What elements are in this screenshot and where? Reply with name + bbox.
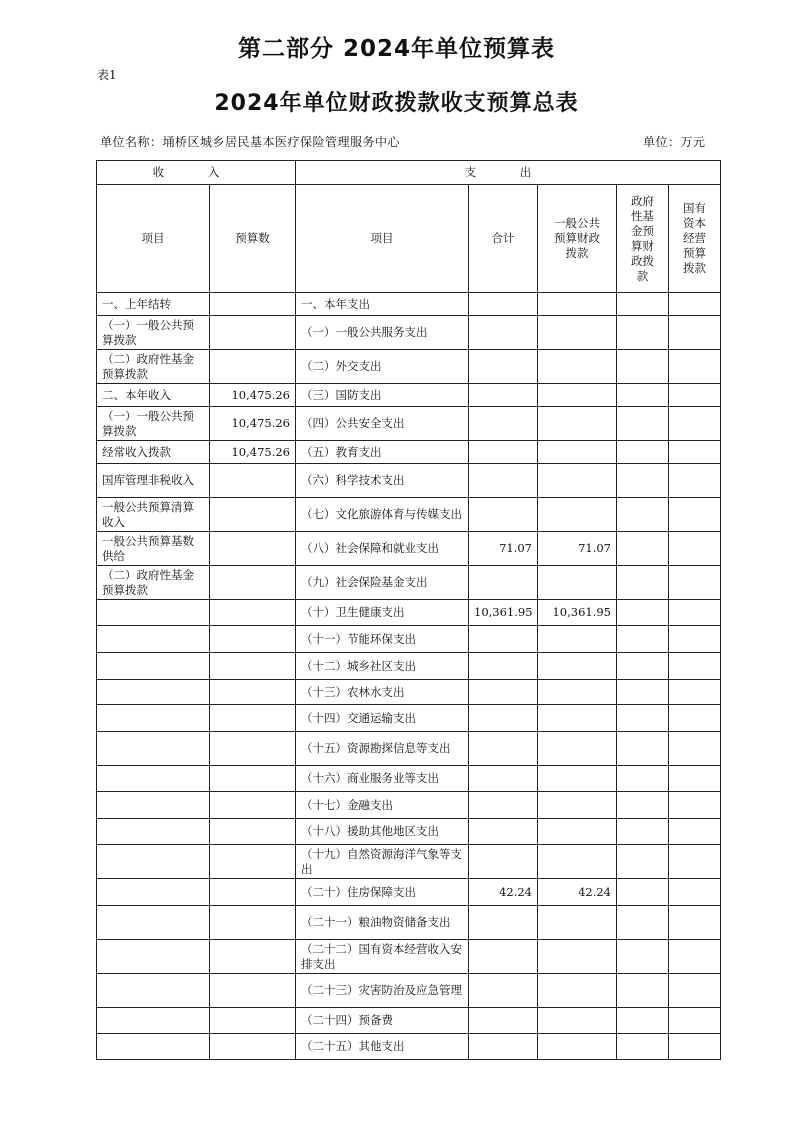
page-title: 2024年单位财政拨款收支预算总表 xyxy=(214,91,579,116)
cell-exp-general xyxy=(538,906,617,940)
table-row xyxy=(97,407,721,441)
cell-exp-state-capital xyxy=(669,906,721,940)
cell-income-budget xyxy=(210,705,296,732)
cell-income-budget xyxy=(210,464,296,498)
cell-income-budget xyxy=(210,845,296,879)
budget-table xyxy=(96,160,721,1060)
table-number: 表1 xyxy=(97,68,117,82)
cell-exp-total xyxy=(469,845,538,879)
cell-exp-state-capital xyxy=(669,464,721,498)
cell-exp-state-capital xyxy=(669,1008,721,1034)
cell-exp-total xyxy=(469,626,538,653)
cell-exp-state-capital xyxy=(669,626,721,653)
cell-exp-state-capital xyxy=(669,653,721,680)
cell-exp-gov-fund xyxy=(617,566,669,600)
table-row xyxy=(97,940,721,974)
cell-exp-general: 71.07 xyxy=(538,532,617,566)
cell-income-budget: 10,475.26 xyxy=(210,407,296,441)
cell-income-item: 一、上年结转 xyxy=(97,293,210,316)
cell-exp-gov-fund xyxy=(617,1034,669,1060)
table-row xyxy=(97,879,721,906)
cell-exp-gov-fund xyxy=(617,680,669,705)
cell-income-budget xyxy=(210,316,296,350)
cell-exp-gov-fund xyxy=(617,819,669,845)
cell-exp-general xyxy=(538,464,617,498)
cell-exp-total xyxy=(469,705,538,732)
table-row xyxy=(97,293,721,316)
cell-exp-general xyxy=(538,1008,617,1034)
cell-income-budget xyxy=(210,879,296,906)
cell-exp-state-capital xyxy=(669,792,721,819)
cell-exp-item: （二十四）预备费 xyxy=(296,1008,469,1034)
cell-income-budget xyxy=(210,1034,296,1060)
cell-exp-total xyxy=(469,293,538,316)
cell-income-item: 一般公共预算清算收入 xyxy=(97,498,210,532)
cell-exp-state-capital xyxy=(669,940,721,974)
cell-exp-total xyxy=(469,653,538,680)
cell-exp-general xyxy=(538,350,617,384)
table-row xyxy=(97,819,721,845)
cell-exp-item: （二十二）国有资本经营收入安排支出 xyxy=(296,940,469,974)
cell-income-item: （一）一般公共预算拨款 xyxy=(97,407,210,441)
cell-income-item: 经常收入拨款 xyxy=(97,441,210,464)
table-row xyxy=(97,441,721,464)
cell-exp-item: （一）一般公共服务支出 xyxy=(296,316,469,350)
cell-exp-total xyxy=(469,498,538,532)
cell-exp-state-capital xyxy=(669,441,721,464)
cell-exp-gov-fund xyxy=(617,1008,669,1034)
cell-exp-general: 10,361.95 xyxy=(538,600,617,626)
cell-exp-general xyxy=(538,732,617,766)
cell-income-budget xyxy=(210,680,296,705)
cell-exp-general xyxy=(538,1034,617,1060)
cell-exp-total xyxy=(469,906,538,940)
table-row xyxy=(97,316,721,350)
cell-income-budget xyxy=(210,600,296,626)
cell-exp-item: （二十一）粮油物资储备支出 xyxy=(296,906,469,940)
cell-exp-state-capital xyxy=(669,293,721,316)
cell-exp-state-capital xyxy=(669,532,721,566)
col-header-exp-general: 一般公共预算财政拨款 xyxy=(538,185,617,293)
cell-exp-gov-fund xyxy=(617,653,669,680)
table-row xyxy=(97,906,721,940)
col-header-exp-gov-fund: 政府性基金预算财政拨款 xyxy=(617,185,669,293)
cell-exp-total: 10,361.95 xyxy=(469,600,538,626)
cell-income-budget xyxy=(210,974,296,1008)
cell-exp-state-capital xyxy=(669,600,721,626)
cell-exp-total xyxy=(469,464,538,498)
cell-income-budget xyxy=(210,792,296,819)
cell-income-budget xyxy=(210,653,296,680)
cell-income-item xyxy=(97,1008,210,1034)
cell-exp-general xyxy=(538,792,617,819)
cell-income-budget xyxy=(210,906,296,940)
cell-income-item: （二）政府性基金预算拨款 xyxy=(97,350,210,384)
cell-exp-total xyxy=(469,940,538,974)
cell-exp-state-capital xyxy=(669,879,721,906)
cell-exp-general xyxy=(538,441,617,464)
cell-exp-general xyxy=(538,407,617,441)
cell-exp-general xyxy=(538,384,617,407)
table-row xyxy=(97,384,721,407)
cell-income-item xyxy=(97,766,210,792)
cell-exp-general xyxy=(538,626,617,653)
cell-exp-state-capital xyxy=(669,350,721,384)
cell-exp-gov-fund xyxy=(617,464,669,498)
cell-exp-total xyxy=(469,1034,538,1060)
cell-exp-total xyxy=(469,680,538,705)
income-group-header: 收 入 xyxy=(97,161,296,185)
cell-exp-total xyxy=(469,316,538,350)
cell-income-budget xyxy=(210,566,296,600)
cell-exp-item: （十三）农林水支出 xyxy=(296,680,469,705)
column-header-row xyxy=(97,185,721,293)
cell-exp-state-capital xyxy=(669,498,721,532)
table-row xyxy=(97,350,721,384)
cell-income-item xyxy=(97,626,210,653)
cell-exp-item: （十四）交通运输支出 xyxy=(296,705,469,732)
cell-exp-state-capital xyxy=(669,819,721,845)
cell-exp-general xyxy=(538,940,617,974)
cell-exp-item: （五）教育支出 xyxy=(296,441,469,464)
cell-exp-state-capital xyxy=(669,566,721,600)
cell-income-budget xyxy=(210,498,296,532)
cell-income-item: 国库管理非税收入 xyxy=(97,464,210,498)
cell-exp-state-capital xyxy=(669,407,721,441)
cell-exp-item: （六）科学技术支出 xyxy=(296,464,469,498)
cell-exp-gov-fund xyxy=(617,316,669,350)
cell-exp-gov-fund xyxy=(617,498,669,532)
cell-exp-total xyxy=(469,732,538,766)
table-row xyxy=(97,532,721,566)
expenditure-group-header: 支 出 xyxy=(296,161,721,185)
cell-exp-item: （二）外交支出 xyxy=(296,350,469,384)
cell-exp-item: （七）文化旅游体育与传媒支出 xyxy=(296,498,469,532)
cell-exp-total xyxy=(469,350,538,384)
cell-income-item: （一）一般公共预算拨款 xyxy=(97,316,210,350)
cell-exp-item: （二十五）其他支出 xyxy=(296,1034,469,1060)
cell-exp-general: 42.24 xyxy=(538,879,617,906)
cell-income-budget: 10,475.26 xyxy=(210,384,296,407)
cell-income-item: （二）政府性基金预算拨款 xyxy=(97,566,210,600)
cell-exp-total: 71.07 xyxy=(469,532,538,566)
table-row xyxy=(97,566,721,600)
cell-income-budget xyxy=(210,532,296,566)
cell-exp-state-capital xyxy=(669,974,721,1008)
cell-exp-total xyxy=(469,566,538,600)
cell-income-item xyxy=(97,819,210,845)
cell-exp-item: （十九）自然资源海洋气象等支出 xyxy=(296,845,469,879)
cell-exp-state-capital xyxy=(669,680,721,705)
cell-exp-item: （十五）资源勘探信息等支出 xyxy=(296,732,469,766)
cell-income-item xyxy=(97,732,210,766)
cell-exp-general xyxy=(538,705,617,732)
cell-income-budget xyxy=(210,293,296,316)
currency-unit: 单位：万元 xyxy=(643,135,706,149)
cell-exp-state-capital xyxy=(669,732,721,766)
cell-exp-total xyxy=(469,766,538,792)
cell-exp-gov-fund xyxy=(617,350,669,384)
cell-income-budget xyxy=(210,626,296,653)
cell-exp-item: （四）公共安全支出 xyxy=(296,407,469,441)
col-header-income-budget: 预算数 xyxy=(210,185,296,293)
cell-exp-item: （十）卫生健康支出 xyxy=(296,600,469,626)
cell-exp-gov-fund xyxy=(617,845,669,879)
cell-exp-general xyxy=(538,653,617,680)
cell-exp-item: （十六）商业服务业等支出 xyxy=(296,766,469,792)
cell-income-budget xyxy=(210,1008,296,1034)
cell-income-item xyxy=(97,974,210,1008)
cell-exp-state-capital xyxy=(669,384,721,407)
cell-exp-gov-fund xyxy=(617,766,669,792)
cell-income-item xyxy=(97,845,210,879)
cell-exp-gov-fund xyxy=(617,293,669,316)
cell-exp-total xyxy=(469,1008,538,1034)
table-row xyxy=(97,498,721,532)
cell-income-item xyxy=(97,792,210,819)
cell-exp-item: （十八）援助其他地区支出 xyxy=(296,819,469,845)
cell-exp-general xyxy=(538,974,617,1008)
cell-income-item xyxy=(97,705,210,732)
cell-exp-gov-fund xyxy=(617,407,669,441)
cell-exp-gov-fund xyxy=(617,705,669,732)
cell-exp-total xyxy=(469,974,538,1008)
cell-exp-state-capital xyxy=(669,316,721,350)
cell-exp-item: （十二）城乡社区支出 xyxy=(296,653,469,680)
cell-exp-item: （二十）住房保障支出 xyxy=(296,879,469,906)
cell-income-item xyxy=(97,653,210,680)
cell-exp-general xyxy=(538,766,617,792)
table-row xyxy=(97,464,721,498)
cell-exp-state-capital xyxy=(669,845,721,879)
cell-exp-general xyxy=(538,498,617,532)
cell-exp-item: 一、本年支出 xyxy=(296,293,469,316)
table-row xyxy=(97,732,721,766)
cell-income-item xyxy=(97,940,210,974)
cell-income-item xyxy=(97,906,210,940)
cell-exp-total xyxy=(469,792,538,819)
cell-income-budget xyxy=(210,350,296,384)
unit-name: 单位名称：埇桥区城乡居民基本医疗保险管理服务中心 xyxy=(100,135,401,149)
cell-income-item xyxy=(97,600,210,626)
cell-exp-state-capital xyxy=(669,1034,721,1060)
col-header-exp-total: 合计 xyxy=(469,185,538,293)
cell-income-budget xyxy=(210,819,296,845)
table-row xyxy=(97,626,721,653)
cell-exp-item: （三）国防支出 xyxy=(296,384,469,407)
cell-exp-gov-fund xyxy=(617,384,669,407)
cell-exp-gov-fund xyxy=(617,906,669,940)
table-row xyxy=(97,680,721,705)
table-row xyxy=(97,1008,721,1034)
cell-exp-total xyxy=(469,384,538,407)
cell-exp-general xyxy=(538,845,617,879)
cell-exp-gov-fund xyxy=(617,732,669,766)
cell-exp-gov-fund xyxy=(617,532,669,566)
col-header-income-item: 项目 xyxy=(97,185,210,293)
cell-exp-gov-fund xyxy=(617,974,669,1008)
cell-income-item xyxy=(97,680,210,705)
cell-exp-total: 42.24 xyxy=(469,879,538,906)
cell-income-budget xyxy=(210,940,296,974)
cell-exp-total xyxy=(469,819,538,845)
cell-exp-general xyxy=(538,293,617,316)
cell-exp-general xyxy=(538,316,617,350)
cell-exp-total xyxy=(469,441,538,464)
group-header-row xyxy=(97,161,721,185)
cell-exp-gov-fund xyxy=(617,626,669,653)
budget-table-body xyxy=(97,161,721,1060)
cell-exp-gov-fund xyxy=(617,792,669,819)
col-header-exp-state-capital: 国有资本经营预算拨款 xyxy=(669,185,721,293)
table-row xyxy=(97,974,721,1008)
cell-exp-general xyxy=(538,566,617,600)
table-row xyxy=(97,705,721,732)
cell-exp-gov-fund xyxy=(617,940,669,974)
cell-exp-item: （九）社会保险基金支出 xyxy=(296,566,469,600)
table-row xyxy=(97,600,721,626)
table-row xyxy=(97,1034,721,1060)
cell-income-item xyxy=(97,1034,210,1060)
cell-income-budget xyxy=(210,732,296,766)
cell-exp-item: （二十三）灾害防治及应急管理 xyxy=(296,974,469,1008)
cell-income-item: 一般公共预算基数供给 xyxy=(97,532,210,566)
cell-exp-item: （十七）金融支出 xyxy=(296,792,469,819)
cell-exp-item: （八）社会保障和就业支出 xyxy=(296,532,469,566)
cell-exp-item: （十一）节能环保支出 xyxy=(296,626,469,653)
cell-income-item xyxy=(97,879,210,906)
cell-exp-general xyxy=(538,819,617,845)
cell-exp-gov-fund xyxy=(617,441,669,464)
cell-income-budget xyxy=(210,766,296,792)
cell-exp-state-capital xyxy=(669,766,721,792)
cell-exp-state-capital xyxy=(669,705,721,732)
cell-exp-gov-fund xyxy=(617,879,669,906)
col-header-exp-item: 项目 xyxy=(296,185,469,293)
table-row xyxy=(97,792,721,819)
cell-income-item: 二、本年收入 xyxy=(97,384,210,407)
table-row xyxy=(97,653,721,680)
cell-exp-gov-fund xyxy=(617,600,669,626)
cell-income-budget: 10,475.26 xyxy=(210,441,296,464)
cell-exp-general xyxy=(538,680,617,705)
cell-exp-total xyxy=(469,407,538,441)
table-row xyxy=(97,845,721,879)
table-row xyxy=(97,766,721,792)
part-title: 第二部分 2024年单位预算表 xyxy=(237,36,556,62)
